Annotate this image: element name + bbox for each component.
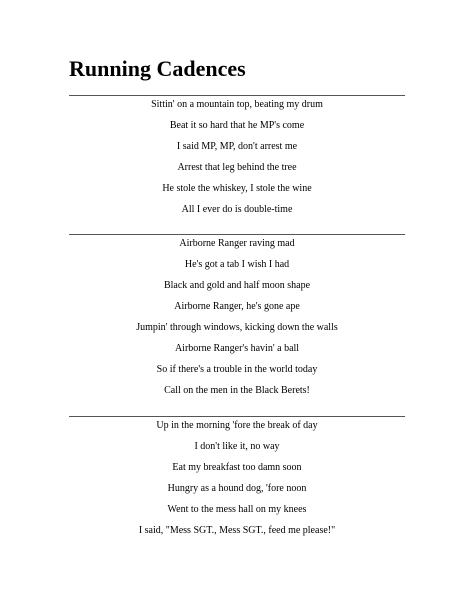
verse-line: He's got a tab I wish I had — [184, 259, 290, 270]
verse-line: Went to the mess hall on my knees — [167, 504, 307, 515]
verse-line: I don't like it, no way — [194, 441, 280, 452]
verse-line: Black and gold and half moon shape — [163, 280, 311, 291]
verse-line: Arrest that leg behind the tree — [177, 162, 297, 173]
verse-line: I said, "Mess SGT., Mess SGT., feed me please!" — [138, 525, 336, 536]
verse-line: All I ever do is double-time — [181, 204, 293, 215]
verse-line: Airborne Ranger's havin' a ball — [174, 343, 300, 354]
verse-line: Eat my breakfast too damn soon — [172, 462, 302, 473]
verse-line: Airborne Ranger raving mad — [179, 238, 295, 249]
verse-line: Airborne Ranger, he's gone ape — [174, 301, 300, 312]
verse-line: So if there's a trouble in the world today — [156, 364, 318, 375]
stanza-1 — [69, 94, 405, 220]
verse-line: I said MP, MP, don't arrest me — [176, 141, 298, 152]
verse-line: Hungry as a hound dog, 'fore noon — [167, 483, 307, 494]
verse-line: Jumpin' through windows, kicking down the walls — [136, 322, 338, 333]
verse-line: Call on the men in the Black Berets! — [164, 385, 310, 396]
verse-line: He stole the whiskey, I stole the wine — [162, 183, 312, 194]
verse-line: Beat it so hard that he MP's come — [169, 120, 305, 131]
stanza-3 — [69, 415, 405, 541]
verse-line: Sittin' on a mountain top, beating my drum — [151, 99, 323, 110]
page-title: Running Cadences — [69, 56, 246, 81]
verse-line: Up in the morning 'fore the break of day — [156, 420, 318, 431]
stanza-2 — [69, 233, 405, 401]
